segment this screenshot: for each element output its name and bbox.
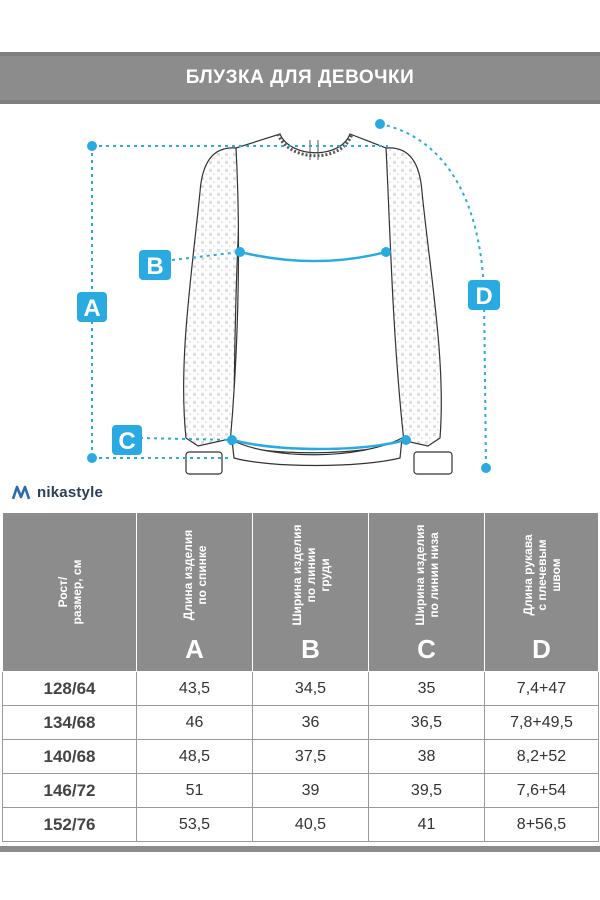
header-cell-inner — [369, 513, 484, 671]
measurement-cell: 8+56,5 — [485, 808, 599, 842]
table-header-cell — [369, 513, 485, 672]
measurement-cell: 7,4+47 — [485, 672, 599, 706]
size-table — [2, 512, 599, 842]
badge-d-label: D — [475, 283, 493, 310]
measurement-cell: 7,6+54 — [485, 774, 599, 808]
measurement-cell: 35 — [369, 672, 485, 706]
footer-bar — [0, 846, 600, 852]
header-label: Длина изделия по спинке — [180, 529, 209, 621]
measurement-cell: 51 — [137, 774, 253, 808]
measurement-cell: 34,5 — [253, 672, 369, 706]
measure-d-dot-top — [375, 119, 385, 129]
header-cell-inner — [3, 513, 136, 671]
measurement-cell: 46 — [137, 706, 253, 740]
badge-b-label: B — [146, 253, 164, 280]
measurement-diagram — [0, 112, 600, 482]
measurement-cell: 53,5 — [137, 808, 253, 842]
blouse-diagram-svg — [0, 112, 600, 482]
measure-c-dot-left — [227, 435, 237, 445]
size-cell: 128/64 — [3, 672, 137, 706]
badge-a — [77, 292, 107, 322]
measurement-cell: 36,5 — [369, 706, 485, 740]
page-title: БЛУЗКА ДЛЯ ДЕВОЧКИ — [185, 67, 415, 88]
table-header-cell — [253, 513, 369, 672]
measurement-cell: 48,5 — [137, 740, 253, 774]
size-cell: 134/68 — [3, 706, 137, 740]
measure-a-dot-bottom — [87, 453, 97, 463]
title-banner — [0, 52, 600, 104]
size-cell: 152/76 — [3, 808, 137, 842]
measurement-cell: 39 — [253, 774, 369, 808]
table-header-row — [3, 513, 599, 672]
header-letter: A — [185, 634, 204, 664]
left-cuff — [186, 452, 222, 474]
blouse-body — [230, 134, 404, 453]
header-label: Рост/ размер, см — [55, 559, 84, 625]
header-letter: C — [417, 634, 436, 664]
measurement-cell: 38 — [369, 740, 485, 774]
measurement-cell: 39,5 — [369, 774, 485, 808]
table-header-cell — [3, 513, 137, 672]
measure-a-dot-top — [87, 141, 97, 151]
badge-c — [112, 425, 142, 455]
header-cell-inner — [137, 513, 252, 671]
brand-name: nikastyle — [37, 484, 104, 501]
badge-c-label: C — [118, 428, 136, 455]
title-banner-inner — [0, 56, 600, 100]
measurement-cell: 37,5 — [253, 740, 369, 774]
measurement-cell: 43,5 — [137, 672, 253, 706]
measure-b-dot-left — [235, 247, 245, 257]
badge-d — [468, 280, 500, 310]
table-row — [3, 808, 599, 842]
size-cell: 146/72 — [3, 774, 137, 808]
header-cell-inner — [253, 513, 368, 671]
table-body — [3, 672, 599, 842]
header-label: Ширина изделия по линии груди — [289, 524, 332, 626]
measurement-cell: 8,2+52 — [485, 740, 599, 774]
table-row — [3, 706, 599, 740]
measurement-cell: 7,8+49,5 — [485, 706, 599, 740]
badge-b — [139, 250, 171, 280]
size-table-wrapper — [2, 512, 598, 844]
header-label: Ширина изделия по линии низа — [412, 524, 441, 626]
measure-d-dot-bottom — [481, 463, 491, 473]
header-cell-inner — [485, 513, 598, 671]
table-header-cell — [137, 513, 253, 672]
header-letter: D — [532, 634, 551, 664]
size-cell: 140/68 — [3, 740, 137, 774]
table-header-cell — [485, 513, 599, 672]
brand-logo — [12, 484, 103, 501]
table-row — [3, 774, 599, 808]
table-row — [3, 672, 599, 706]
table-row — [3, 740, 599, 774]
nikastyle-logo-icon — [12, 485, 32, 501]
measurement-cell: 36 — [253, 706, 369, 740]
measurement-cell: 41 — [369, 808, 485, 842]
badge-a-label: A — [83, 295, 101, 322]
measure-b-dot-right — [381, 247, 391, 257]
header-letter: B — [301, 634, 320, 664]
measure-c-dot-right — [401, 435, 411, 445]
measurement-cell: 40,5 — [253, 808, 369, 842]
header-label: Длина рукава с плечевым швом — [520, 534, 563, 616]
right-cuff — [414, 452, 452, 474]
